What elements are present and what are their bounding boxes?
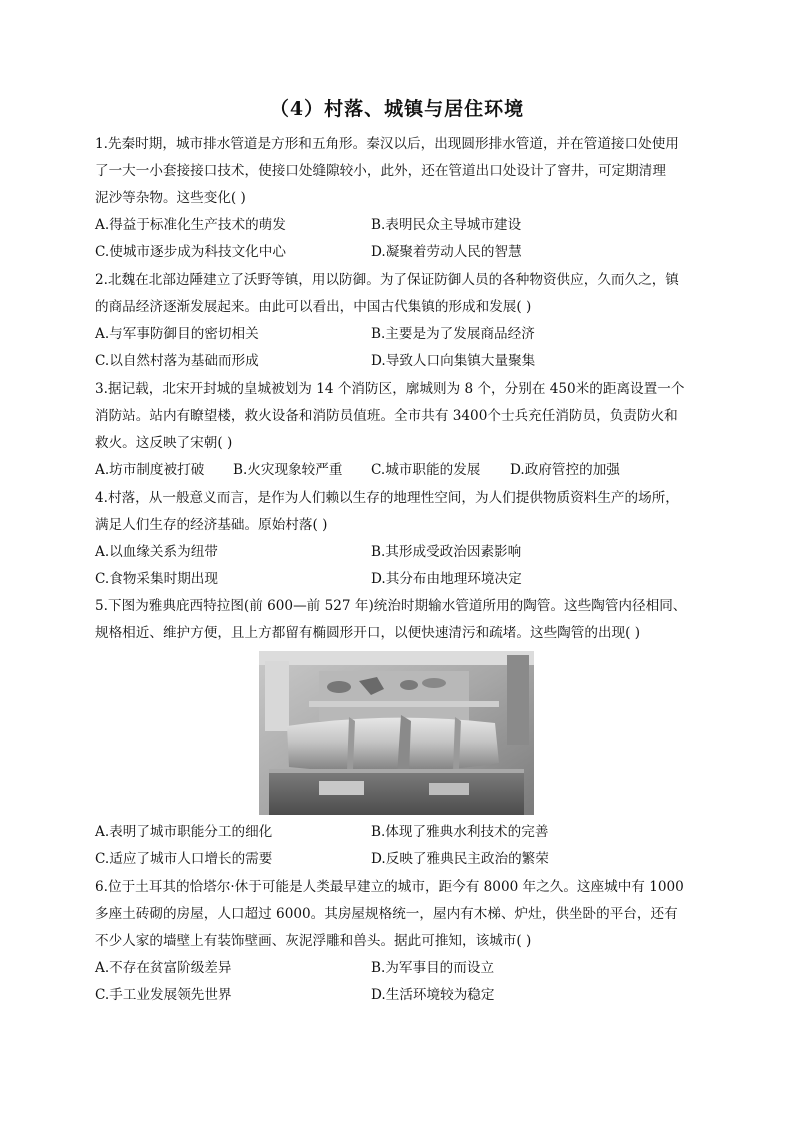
question-6-option-b[interactable]: B.为军事目的而设立 [371,960,495,976]
question-3-option-a[interactable]: A.坊市制度被打破 [95,462,205,478]
question-2-option-b[interactable]: B.主要是为了发展商品经济 [371,326,535,342]
page-title: （4）村落、城镇与居住环境 [269,98,525,120]
question-3-option-c[interactable]: C.城市职能的发展 [371,462,481,478]
question-1-line-1: 1.先秦时期，城市排水管道是方形和五角形。秦汉以后，出现圆形排水管道，并在管道接口处使用 [95,136,679,152]
question-3-line-2: 消防站。站内有瞭望楼，救火设备和消防员值班。全市共有 3400个士兵充任消防员，负责防火和 [95,408,678,424]
question-6-option-d[interactable]: D.生活环境较为稳定 [371,987,495,1003]
question-1-line-3: 泥沙等杂物。这些变化( ) [95,190,246,206]
question-5-line-2: 规格相近、维护方便，且上方都留有椭圆形开口，以便快速清污和疏堵。这些陶管的出现( ) [95,625,641,641]
question-6-option-a[interactable]: A.不存在贫富阶级差异 [95,960,232,976]
question-1-option-a[interactable]: A.得益于标准化生产技术的萌发 [95,217,286,233]
question-3-option-b[interactable]: B.火灾现象较严重 [233,462,343,478]
question-1-option-b[interactable]: B.表明民众主导城市建设 [371,217,522,233]
question-4-option-c[interactable]: C.食物采集时期出现 [95,571,218,587]
question-6-line-3: 不少人家的墙壁上有装饰壁画、灰泥浮雕和兽头。据此可推知，该城市( ) [95,933,532,949]
question-5-option-b[interactable]: B.体现了雅典水利技术的完善 [371,824,549,840]
question-3-option-d[interactable]: D.政府管控的加强 [510,462,620,478]
question-4-option-a[interactable]: A.以血缘关系为纽带 [95,544,218,560]
question-6-line-2: 多座土砖砌的房屋，人口超过 6000。其房屋规格统一，屋内有木梯、炉灶，供坐卧的平台，还有 [95,906,678,922]
question-6-line-1: 6.位于土耳其的恰塔尔·休于可能是人类最早建立的城市，距今有 8000 年之久。这座城中有 1000 [95,879,684,895]
question-1-option-c[interactable]: C.使城市逐步成为科技文化中心 [95,244,286,260]
question-3-line-1: 3.据记载，北宋开封城的皇城被划为 14 个消防区，廓城则为 8 个，分别在 450米的距离设置一个 [95,381,685,397]
question-2-option-c[interactable]: C.以自然村落为基础而形成 [95,353,259,369]
question-4-line-1: 4.村落，从一般意义而言，是作为人们赖以生存的地理性空间，为人们提供物质资料生产的场所， [95,490,679,506]
question-5-option-c[interactable]: C.适应了城市人口增长的需要 [95,851,273,867]
question-6-option-c[interactable]: C.手工业发展领先世界 [95,987,232,1003]
terracotta-pipe-photo [259,651,534,815]
question-1-option-d[interactable]: D.凝聚着劳动人民的智慧 [371,244,522,260]
question-2-line-1: 2.北魏在北部边陲建立了沃野等镇，用以防御。为了保证防御人员的各种物资供应，久而久之，镇 [95,272,679,288]
question-1-line-2: 了一大一小套接接口技术，使接口处缝隙较小，此外，还在管道出口处设计了窨井，可定期清理 [95,163,666,179]
question-3-line-3: 救火。这反映了宋朝( ) [95,435,233,451]
terracotta-pipe-illustration [259,651,534,815]
question-2-option-d[interactable]: D.导致人口向集镇大量聚集 [371,353,536,369]
question-2-option-a[interactable]: A.与军事防御目的密切相关 [95,326,259,342]
question-2-line-2: 的商品经济逐渐发展起来。由此可以看出，中国古代集镇的形成和发展( ) [95,299,532,315]
question-5-option-d[interactable]: D.反映了雅典民主政治的繁荣 [371,851,549,867]
question-4-line-2: 满足人们生存的经济基础。原始村落( ) [95,517,328,533]
question-4-option-b[interactable]: B.其形成受政治因素影响 [371,544,522,560]
question-5-line-1: 5.下图为雅典庇西特拉图(前 600—前 527 年)统治时期输水管道所用的陶管。这些陶管内径相同、 [95,598,687,614]
question-5-option-a[interactable]: A.表明了城市职能分工的细化 [95,824,273,840]
question-4-option-d[interactable]: D.其分布由地理环境决定 [371,571,522,587]
